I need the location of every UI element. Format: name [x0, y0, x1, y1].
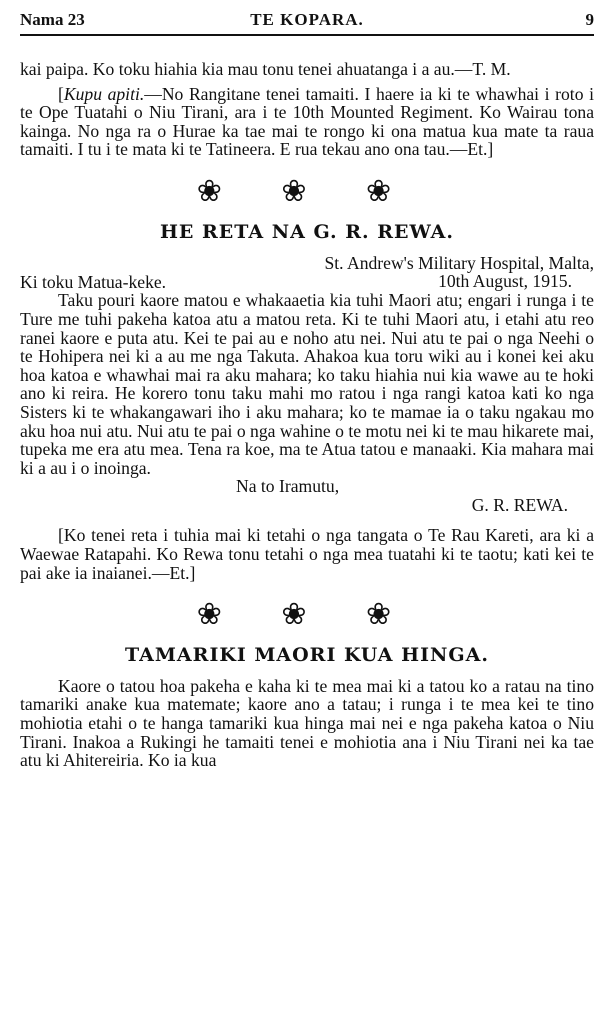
letter-body: Taku pouri kaore matou e whakaaetia kia tuhi Maori atu; engari i runga i te Ture me tuhi pakeha katoa atu a matou reta. Ki te tuhi Maori atu, i etahi atu reo ranei kaore e puta atu. Kei te pai au e noho atu nei. Nui atu te pai o nga Neehi o te Hohipera nei ki a au me nga Takuta. Ahakoa kua toru wiki au i konei kei aku hoa katoa e whawhai mai ra aku mahara; ko taku hiahia nui kia wawe au te hoki ano ki reira. He korero tonu taku mahi mo ratou i nga rangi katoa kati ko nga Sisters ki te whakangawari iho i aku mahara; ko te mamae ia o taku ngakau mo aku hoa nui atu. Nui atu te pai o nga wahine o te motu nei ki te mau hikarete mai, tupeka me era atu mea. Tena ra koe, ma te Atua tatou e manaaki. Kia mahara mai ki a au i o inoinga. [20, 290, 594, 478]
article-body: Kaore o tatou hoa pakeha e kaha ki te mea mai ki a tatou ko a ratau na tino tamariki anake kua matemate; kaore ano a tatau; i runga i te mea kei te tino mohiotia etahi o te hanga tamariki kua hinga mai nei e nga pakeha katoa o Niu Tirani. Inakoa a Rukingi he tamaiti tenei e mohiotia ana i Niu Tirani nei ka tae atu ki Ahitereiria. Ko ia kua [20, 675, 594, 771]
article-heading: TAMARIKI MAORI KUA HINGA. [125, 644, 489, 667]
editor-note-intro [20, 85, 594, 159]
letter-signature: G. R. REWA. [471, 494, 568, 515]
running-header [20, 0, 594, 36]
letter-place: St. Andrew's Military Hospital, Malta, [324, 252, 594, 273]
intro-paragraph: kai paipa. Ko toku hiahia kia mau tonu tenei ahuatanga i a au.—T. M. [20, 59, 511, 79]
letter-closing: Na to Iramutu, [236, 476, 340, 497]
letter-editor-note: [Ko tenei reta i tuhia mai ki tetahi o nga tangata o Te Rau Kareti, ara ki a Waewae Ratapahi. Ko Rewa tonu tetahi o nga mea tuatahi ki te taotu; kati kei te pai ake ia inaianei.—Et.] [20, 525, 594, 583]
flower-ornament-divider: ❀ ❀ ❀ [196, 174, 418, 208]
letter-heading: HE RETA NA G. R. REWA. [159, 220, 455, 243]
note-text: —No Rangitane tenei tamaiti. I haere ia ki te whawhai i roto i te Ope Tuatahi o Niu Tirani, ara i te 10th Mounted Regiment. Ko Wairau tona kainga. No nga ra o Hurae ka tae mai te rongo ki ona matua kua mate ta raua tamaiti. I tu i te mata ki te Tatineera. E rua tekau ano ona tau.—Et.] [20, 83, 594, 160]
issue-number: Nama 23 [20, 10, 85, 29]
page-number: 9 [585, 10, 594, 29]
note-open-bracket: [ [58, 83, 64, 104]
flower-ornament-divider-2: ❀ ❀ ❀ [196, 598, 418, 632]
page [20, 0, 594, 770]
page-body [20, 36, 594, 770]
letter-salutation: Ki toku Matua-keke. [20, 271, 167, 292]
publication-title: TE KOPARA. [250, 10, 364, 29]
letter-date: 10th August, 1915. [438, 271, 572, 292]
note-label: Kupu apiti. [63, 83, 145, 104]
